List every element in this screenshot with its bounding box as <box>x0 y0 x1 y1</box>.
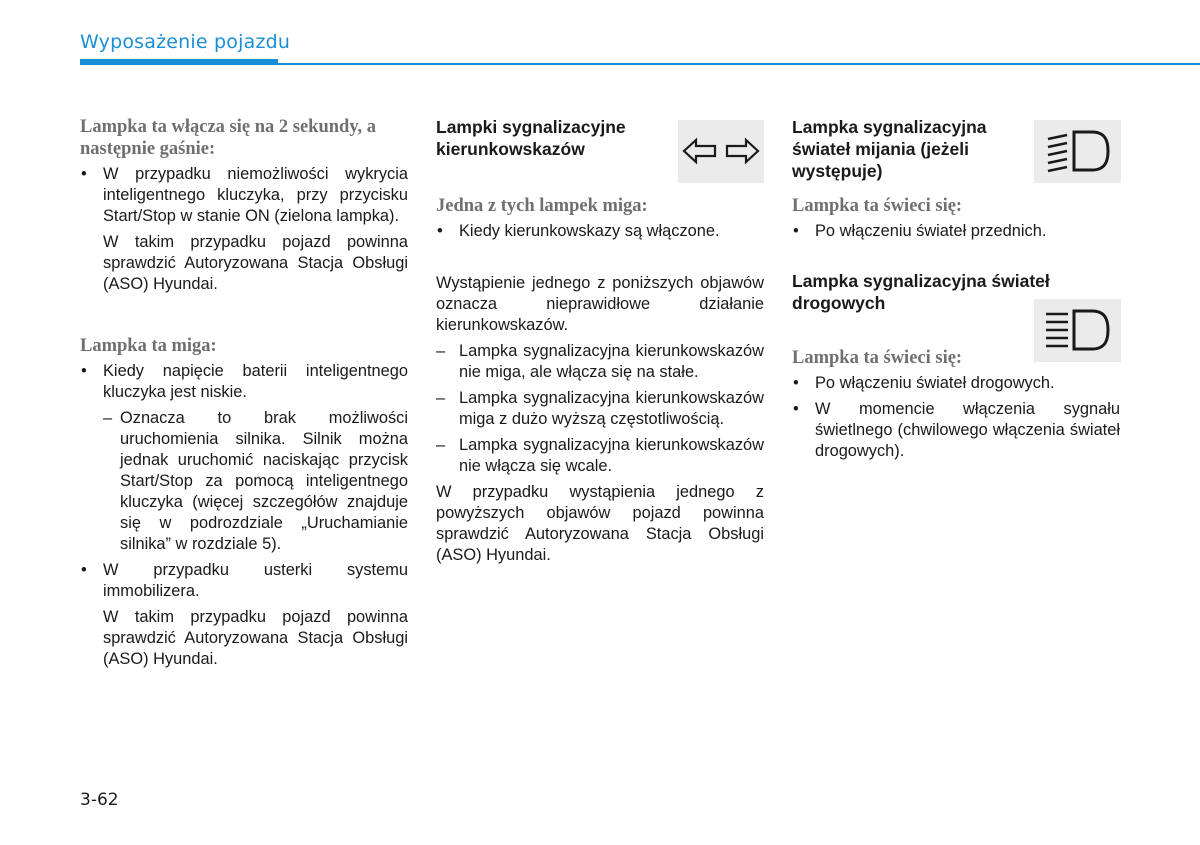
paragraph-symptoms: Wystąpienie jednego z poniższych objawów oznacza nieprawidłowe działanie kierunkowskazów. <box>436 274 764 334</box>
bullet-item: • Kiedy napięcie baterii inteligentnego kluczyka jest niskie. <box>80 361 408 403</box>
heading-low-beam: Lampka sygnalizacyjna świateł mijania (jeżeli występuje) <box>792 117 987 181</box>
header-rule-accent <box>80 59 278 65</box>
section-title: Wyposażenie pojazdu <box>80 31 291 53</box>
dash-item: – Oznacza to brak możliwości uruchomienia silnika. Silnik można jednak uruchomić naciskając przycisk Start/Stop za pomocą inteligentnego kluczyka (więcej szczegółów znajduje się w podrozdziale „Uruchamianie silnika” w rozdziale 5). <box>80 408 408 555</box>
bullet-item: • Kiedy kierunkowskazy są włączone. <box>436 221 764 242</box>
bullet-continuation: W takim przypadku pojazd powinna sprawdzić Autoryzowana Stacja Obsługi (ASO) Hyundai. <box>103 233 408 293</box>
subheading-two-seconds: Lampka ta włącza się na 2 sekundy, a następnie gaśnie: <box>80 117 377 159</box>
subheading-low-beam-on: Lampka ta świeci się: <box>792 196 963 216</box>
subheading-blinking: Lampka ta miga: <box>80 336 217 356</box>
heading-turn-signals: Lampki sygnalizacyjne kierunkowskazów <box>436 117 626 159</box>
column-middle <box>436 116 764 566</box>
bullet-item: • W przypadku niemożliwości wykrycia inteligentnego kluczyka, przy przycisku Start/Stop w stanie ON (zielona lampka). <box>80 164 408 227</box>
bullet-continuation: W takim przypadku pojazd powinna sprawdzić Autoryzowana Stacja Obsługi (ASO) Hyundai. <box>103 608 408 668</box>
bullet-item: • Po włączeniu świateł przednich. <box>792 221 1120 242</box>
bullet-item: • W momencie włączenia sygnału świetlnego (chwilowego włączenia świateł drogowych). <box>792 399 1120 462</box>
low-beam-icon <box>1034 120 1121 183</box>
bullet-item: • W przypadku usterki systemu immobilizera. <box>80 560 408 602</box>
dash-item: – Lampka sygnalizacyjna kierunkowskazów miga z dużo wyższą częstotliwością. <box>436 388 764 430</box>
dash-item: – Lampka sygnalizacyjna kierunkowskazów nie włącza się wcale. <box>436 435 764 477</box>
column-left <box>80 116 408 670</box>
subheading-high-beam-on: Lampka ta świeci się: <box>792 348 963 368</box>
dash-item: – Lampka sygnalizacyjna kierunkowskazów nie miga, ale włącza się na stałe. <box>436 341 764 383</box>
subheading-one-blinks: Jedna z tych lampek miga: <box>436 196 648 216</box>
page-number: 3-62 <box>80 790 119 810</box>
paragraph-service: W przypadku wystąpienia jednego z powyższych objawów pojazd powinna sprawdzić Autoryzowana Stacja Obsługi (ASO) Hyundai. <box>436 483 764 564</box>
turn-signal-arrows-icon <box>678 120 764 183</box>
high-beam-icon <box>1034 299 1121 362</box>
heading-high-beam: Lampka sygnalizacyjna świateł drogowych <box>792 271 1050 313</box>
bullet-item: • Po włączeniu świateł drogowych. <box>792 373 1120 394</box>
